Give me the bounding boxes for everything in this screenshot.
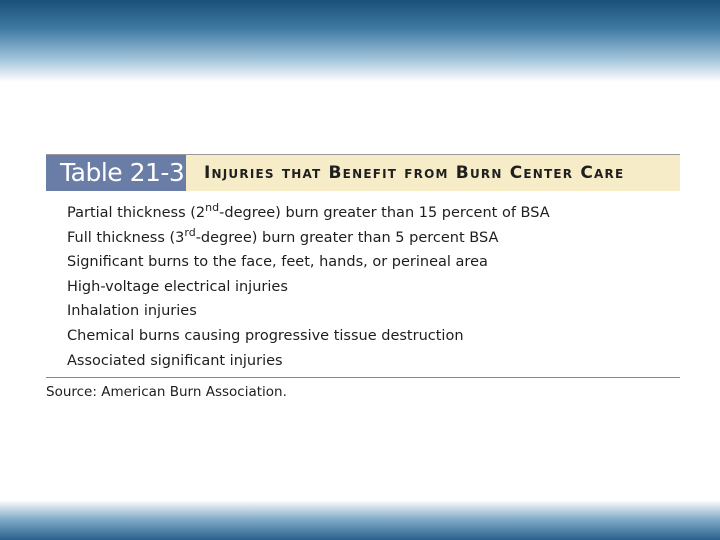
header-gradient-band	[0, 0, 720, 82]
list-item: Full thickness (3rd-degree) burn greater than 5 percent BSA	[67, 225, 499, 246]
table-number-label: Table 21-3	[46, 155, 186, 191]
list-item: Inhalation injuries	[67, 303, 197, 320]
list-item: Associated significant injuries	[67, 352, 283, 369]
injury-list	[46, 191, 680, 377]
list-item: High-voltage electrical injuries	[67, 278, 288, 295]
list-item: Significant burns to the face, feet, hands, or perineal area	[67, 254, 488, 271]
list-item: Chemical burns causing progressive tissue destruction	[67, 327, 464, 344]
list-item: Partial thickness (2nd-degree) burn greater than 15 percent of BSA	[67, 201, 550, 221]
divider	[46, 377, 680, 378]
footer-gradient-band	[0, 500, 720, 540]
source-note: Source: American Burn Association.	[46, 384, 287, 401]
table-header	[46, 154, 680, 191]
table-title: Injuries that Benefit from Burn Center Care	[186, 155, 680, 191]
table-figure	[46, 154, 680, 400]
